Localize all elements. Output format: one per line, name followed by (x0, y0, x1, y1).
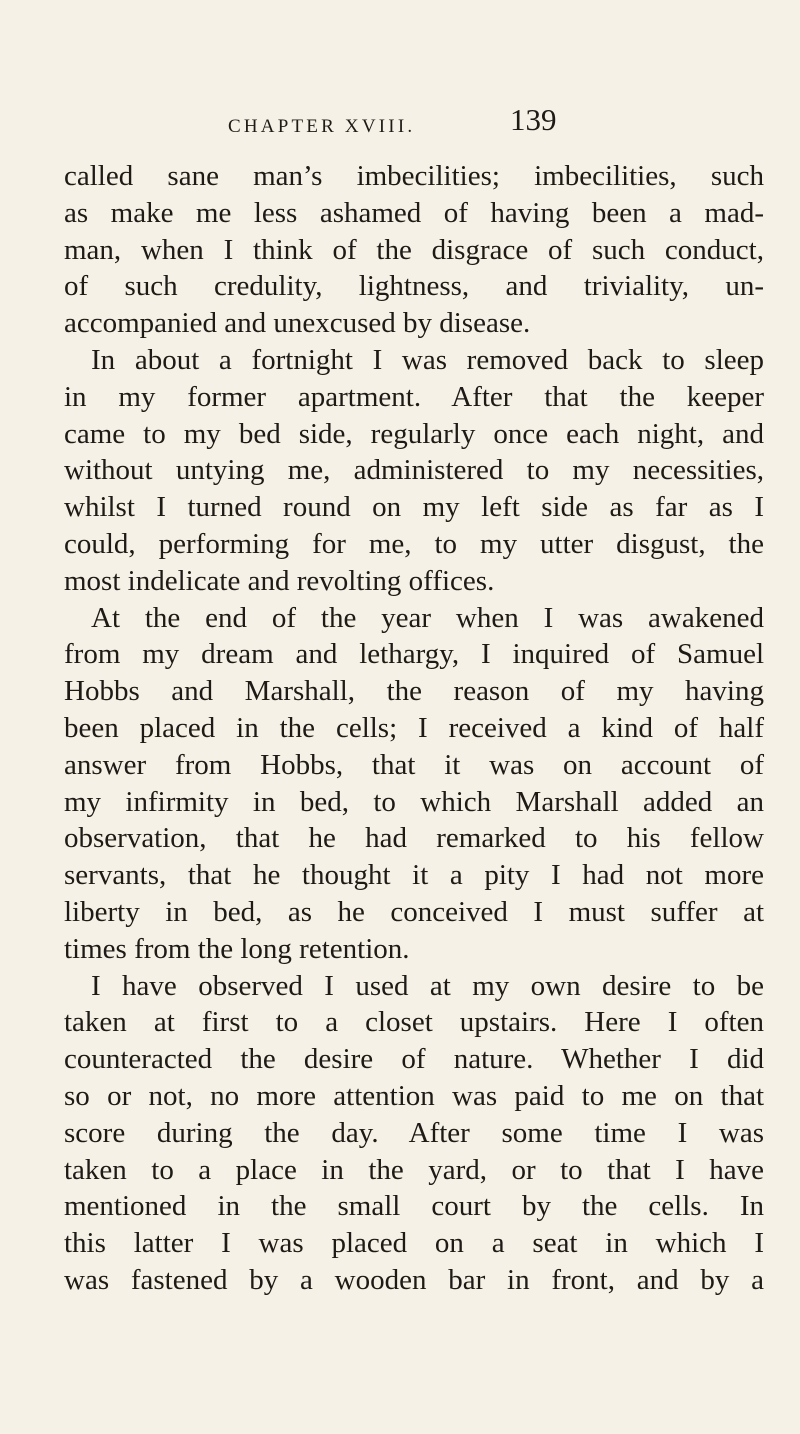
text-line: in my former apartment. After that the keeper (64, 380, 764, 413)
text-line: observation, that he had remarked to his fellow (64, 822, 764, 855)
text-line: times from the long retention. (64, 932, 410, 965)
text-line: this latter I was placed on a seat in which I (64, 1227, 764, 1260)
text-line: so or not, no more attention was paid to me on that (64, 1079, 764, 1112)
text-line: I have observed I used at my own desire to be (91, 969, 764, 1002)
page-number: 139 (510, 102, 557, 137)
text-line: taken at first to a closet upstairs. Here I often (64, 1006, 764, 1039)
body-text (64, 158, 764, 1299)
text-line: servants, that he thought it a pity I had not more (64, 859, 764, 892)
text-line: was fastened by a wooden bar in front, and by a (64, 1263, 764, 1296)
text-line: whilst I turned round on my left side as far as I (64, 491, 764, 524)
text-line: came to my bed side, regularly once each night, and (64, 417, 764, 450)
text-line: In about a fortnight I was removed back to sleep (91, 343, 764, 376)
text-line: score during the day. After some time I was (64, 1116, 764, 1149)
text-line: Hobbs and Marshall, the reason of my having (64, 675, 764, 708)
text-line: man, when I think of the disgrace of such conduct, (64, 233, 764, 266)
text-line: mentioned in the small court by the cells. In (64, 1190, 764, 1223)
text-line: taken to a place in the yard, or to that I have (64, 1153, 764, 1186)
text-line: most indelicate and revolting offices. (64, 564, 495, 597)
text-line: as make me less ashamed of having been a mad- (64, 196, 764, 229)
text-line: my infirmity in bed, to which Marshall added an (64, 785, 764, 818)
text-line: answer from Hobbs, that it was on account of (64, 748, 764, 781)
text-line: been placed in the cells; I received a kind of half (64, 711, 764, 744)
text-line: accompanied and unexcused by disease. (64, 307, 531, 340)
text-line: from my dream and lethargy, I inquired of Samuel (64, 638, 764, 671)
text-line: could, performing for me, to my utter disgust, the (64, 527, 764, 560)
text-line: called sane man’s imbecilities; imbecilities, such (64, 160, 764, 192)
text-line: counteracted the desire of nature. Whether I did (64, 1043, 764, 1076)
text-line: of such credulity, lightness, and triviality, un- (64, 270, 764, 303)
text-line: without untying me, administered to my necessities, (64, 454, 764, 487)
chapter-heading: CHAPTER XVIII. (228, 116, 416, 137)
text-line: At the end of the year when I was awakened (91, 601, 764, 634)
text-line: liberty in bed, as he conceived I must suffer at (64, 895, 764, 928)
running-head (228, 102, 628, 148)
